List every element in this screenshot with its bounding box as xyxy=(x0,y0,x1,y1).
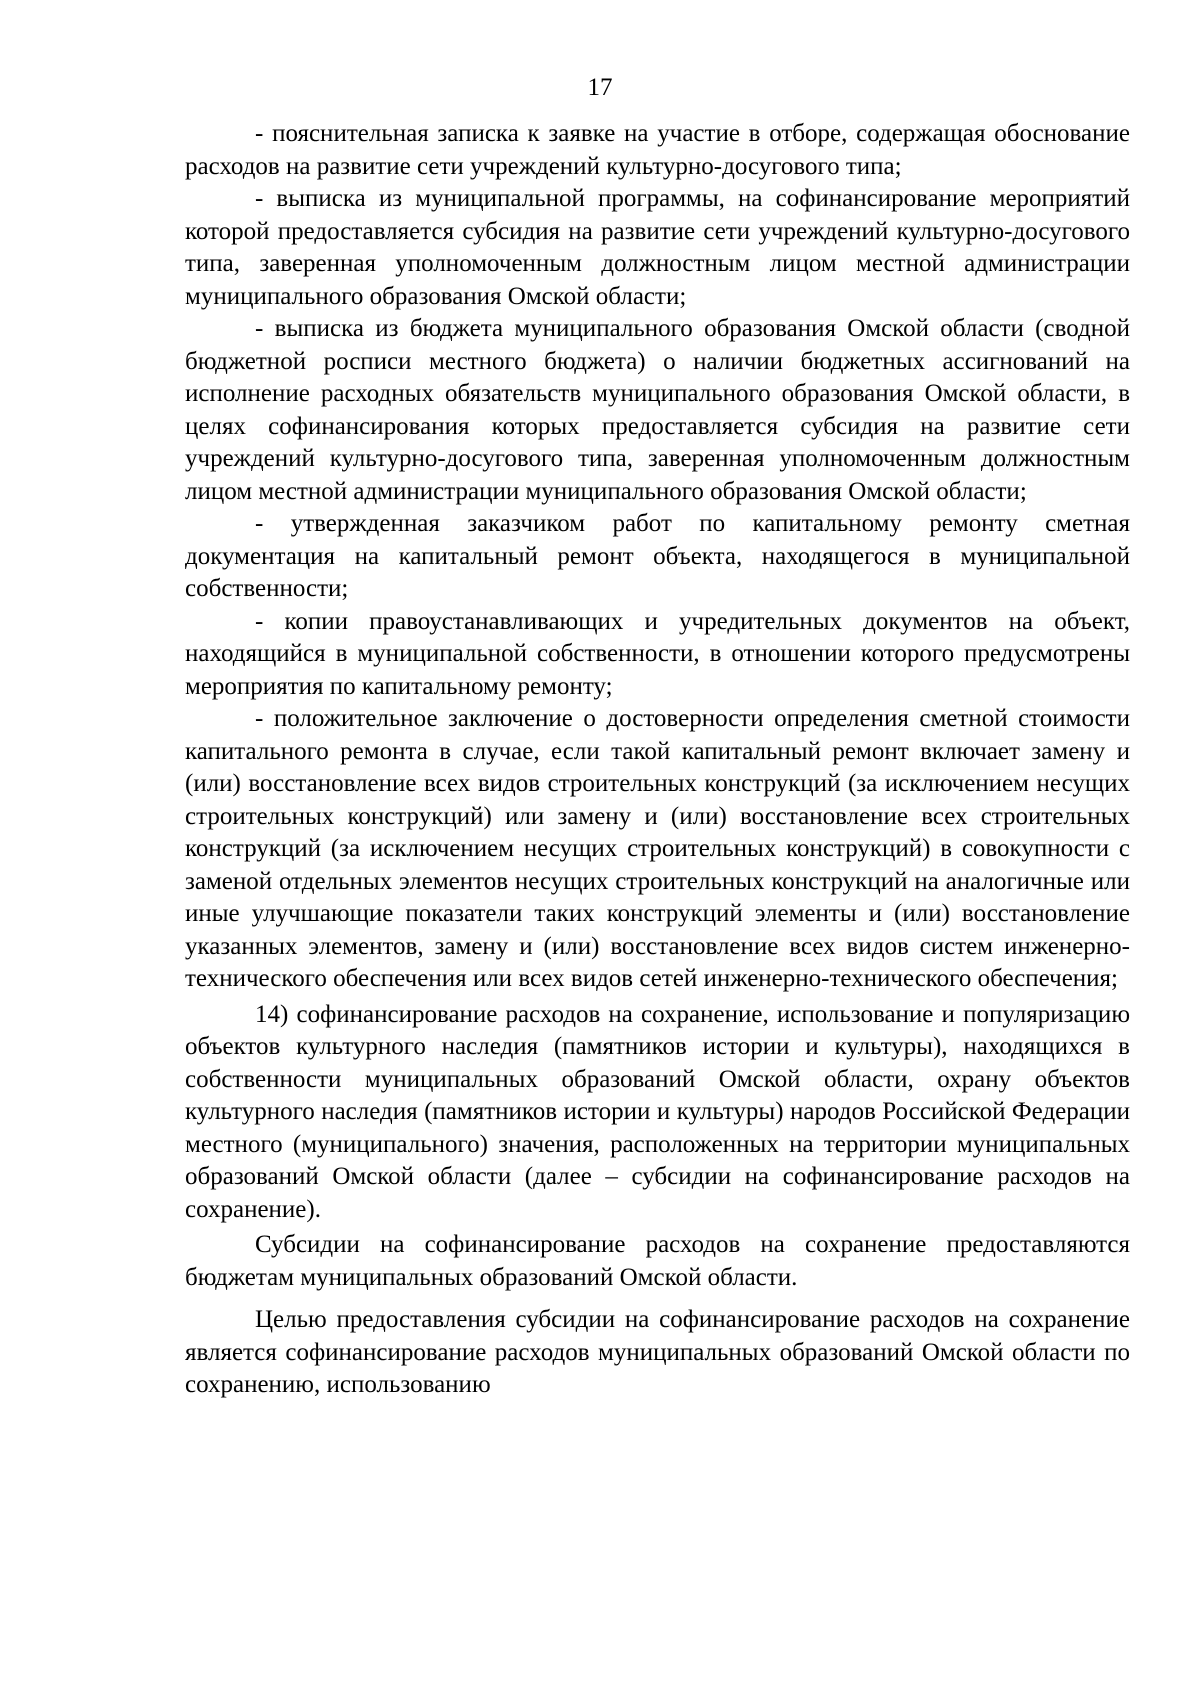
paragraph-subsidies-provided: Субсидии на софинансирование расходов на сохранение предоставляются бюджетам муниципальных образований Омской области. xyxy=(185,1231,1130,1291)
paragraph-item-14: 14) софинансирование расходов на сохранение, использование и популяризацию объектов культурного наследия (памятников истории и культуры), находящихся в собственности муниципальных образований Омской области, охрану объектов культурного наследия (памятников истории и культуры) народов Российской Федерации местного (муниципального) значения, расположенных на территории муниципальных образований Омской области (далее – субсидии на софинансирование расходов на сохранение). xyxy=(185,1000,1130,1223)
paragraph-subsidy-purpose: Целью предоставления субсидии на софинансирование расходов на сохранение является софинансирование расходов муниципальных образований Омской области по сохранению, использованию xyxy=(185,1306,1130,1398)
paragraph-estimate-documentation: - утвержденная заказчиком работ по капитальному ремонту сметная документация на капитальный ремонт объекта, находящегося в муниципальной собственности; xyxy=(185,510,1130,602)
paragraph-title-documents: - копии правоустанавливающих и учредительных документов на объект, находящийся в муниципальной собственности, в отношении которого предусмотрены мероприятия по капитальному ремонту; xyxy=(185,607,1130,700)
paragraph-positive-conclusion: - положительное заключение о достоверности определения сметной стоимости капитального ремонта в случае, если такой капитальный ремонт включает замену и (или) восстановление всех видов строительных конструкций (за исключением несущих строительных конструкций) или замену и (или) восстановление всех строительных конструкций (за исключением несущих строительных конструкций) в совокупности с заменой отдельных элементов несущих строительных конструкций на аналогичные или иные улучшающие показатели таких конструкций элементы и (или) восстановление указанных элементов, замену и (или) восстановление всех видов систем инженерно-технического обеспечения или всех видов сетей инженерно-технического обеспечения; xyxy=(185,705,1130,992)
document-body xyxy=(185,118,1130,1402)
paragraph-explanatory-note: - пояснительная записка к заявке на участие в отборе, содержащая обоснование расходов на развитие сети учреждений культурно-досугового типа; xyxy=(185,120,1130,180)
paragraph-program-extract: - выписка из муниципальной программы, на софинансирование мероприятий которой предоставляется субсидия на развитие сети учреждений культурно-досугового типа, заверенная уполномоченным должностным лицом местной администрации муниципального образования Омской области; xyxy=(185,185,1130,310)
page-number: 17 xyxy=(587,74,613,101)
paragraph-budget-extract: - выписка из бюджета муниципального образования Омской области (сводной бюджетной росписи местного бюджета) о наличии бюджетных ассигнований на исполнение расходных обязательств муниципального образования Омской области, в целях софинансирования которых предоставляется субсидия на развитие сети учреждений культурно-досугового типа, заверенная уполномоченным должностным лицом местной администрации муниципального образования Омской области; xyxy=(185,315,1130,505)
